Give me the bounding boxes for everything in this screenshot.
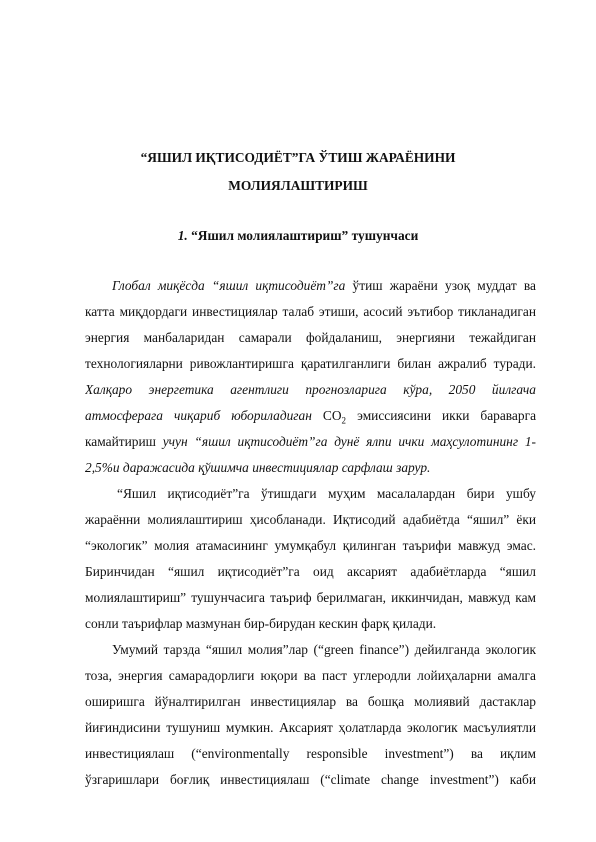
co2-formula: CO xyxy=(322,408,342,423)
document-title-line-2: МОЛИЯЛАШТИРИШ xyxy=(228,178,368,193)
paragraph-3-line-1: Умумий тарзда “яшил молия”лар (“green finance”) дейилганда экологик xyxy=(112,642,536,657)
text: ўтиш жараёни узоқ муддат ва xyxy=(352,278,536,293)
paragraph-1-line-5: Халқаро энергетика агентлиги прогнозларига кўра, 2050 йилгача xyxy=(85,382,536,397)
paragraph-2-line-3: “экологик” молия атамасининг умумқабул қилинган таърифи мавжуд эмас. xyxy=(85,538,536,553)
paragraph-1-line-1 xyxy=(112,276,536,296)
paragraph-3-line-3: оширишга йўналтирилган инвестициялар ва бошқа молиявий дастаклар xyxy=(85,694,536,709)
paragraph-3-line-6: ўзгаришлари боғлиқ инвестициялаш (“climate change investment”) каби xyxy=(85,772,536,787)
section-title: “Яшил молиялаштириш” тушунчаси xyxy=(191,228,419,243)
italic-text: атмосферага чиқариб юбориладиган xyxy=(85,408,312,423)
paragraph-3-line-2: тоза, энергия самарадорлиги юқори ва паст углеродли лойиҳаларни амалга xyxy=(85,668,536,683)
text: эмиссиясини икки бараварга xyxy=(357,408,536,423)
paragraph-2-line-1: “Яшил иқтисодиёт”га ўтишдаги муҳим масалалардан бири ушбу xyxy=(117,486,536,501)
paragraph-1-line-6 xyxy=(85,406,536,426)
section-number: 1. xyxy=(177,228,188,243)
text: камайтириш xyxy=(85,434,156,449)
italic-text: учун “яшил иқтисодиёт”га дунё ялпи ички маҳсулотининг 1- xyxy=(162,434,536,449)
paragraph-2-line-2: жараённи молиялаштириш ҳисобланади. Иқтисодий адабиётда “яшил” ёки xyxy=(85,512,536,527)
italic-text: Глобал миқёсда “яшил иқтисодиёт”га xyxy=(112,278,346,293)
paragraph-1-line-4: технологияларни ривожлантиришга қаратилганлиги билан ажралиб туради. xyxy=(85,356,536,371)
section-heading xyxy=(60,226,536,246)
document-title-line-1: “ЯШИЛ ИҚТИСОДИЁТ”ГА ЎТИШ ЖАРАЁНИНИ xyxy=(140,150,456,165)
paragraph-2-line-6: сонли таърифлар мазмунан бир-бирудан кескин фарқ қилади. xyxy=(85,616,437,631)
paragraph-1-line-7 xyxy=(85,432,536,452)
paragraph-1-line-2: катта миқдордаги инвестициялар талаб этиши, асосий эътибор тикланадиган xyxy=(85,304,536,319)
paragraph-3-line-4: йиғиндисини тушуниш мумкин. Аксарият ҳолатларда экологик масъулиятли xyxy=(85,720,536,735)
paragraph-2-line-5: молиялаштириш” тушунчасига таъриф берилмаган, иккинчидан, мавжуд кам xyxy=(85,590,536,605)
paragraph-1-line-3: энергия манбаларидан самарали фойдаланиш, энергияни тежайдиган xyxy=(85,330,536,345)
paragraph-1-line-8: 2,5%и даражасида қўшимча инвестициялар сарфлаш зарур. xyxy=(85,460,431,475)
paragraph-3-line-5: инвестициялаш (“environmentally responsible investment”) ва иқлим xyxy=(85,746,536,761)
co2-subscript: 2 xyxy=(341,415,347,426)
paragraph-2-line-4: Биринчидан “яшил иқтисодиёт”га оид аксарият адабиётларда “яшил xyxy=(85,564,536,579)
